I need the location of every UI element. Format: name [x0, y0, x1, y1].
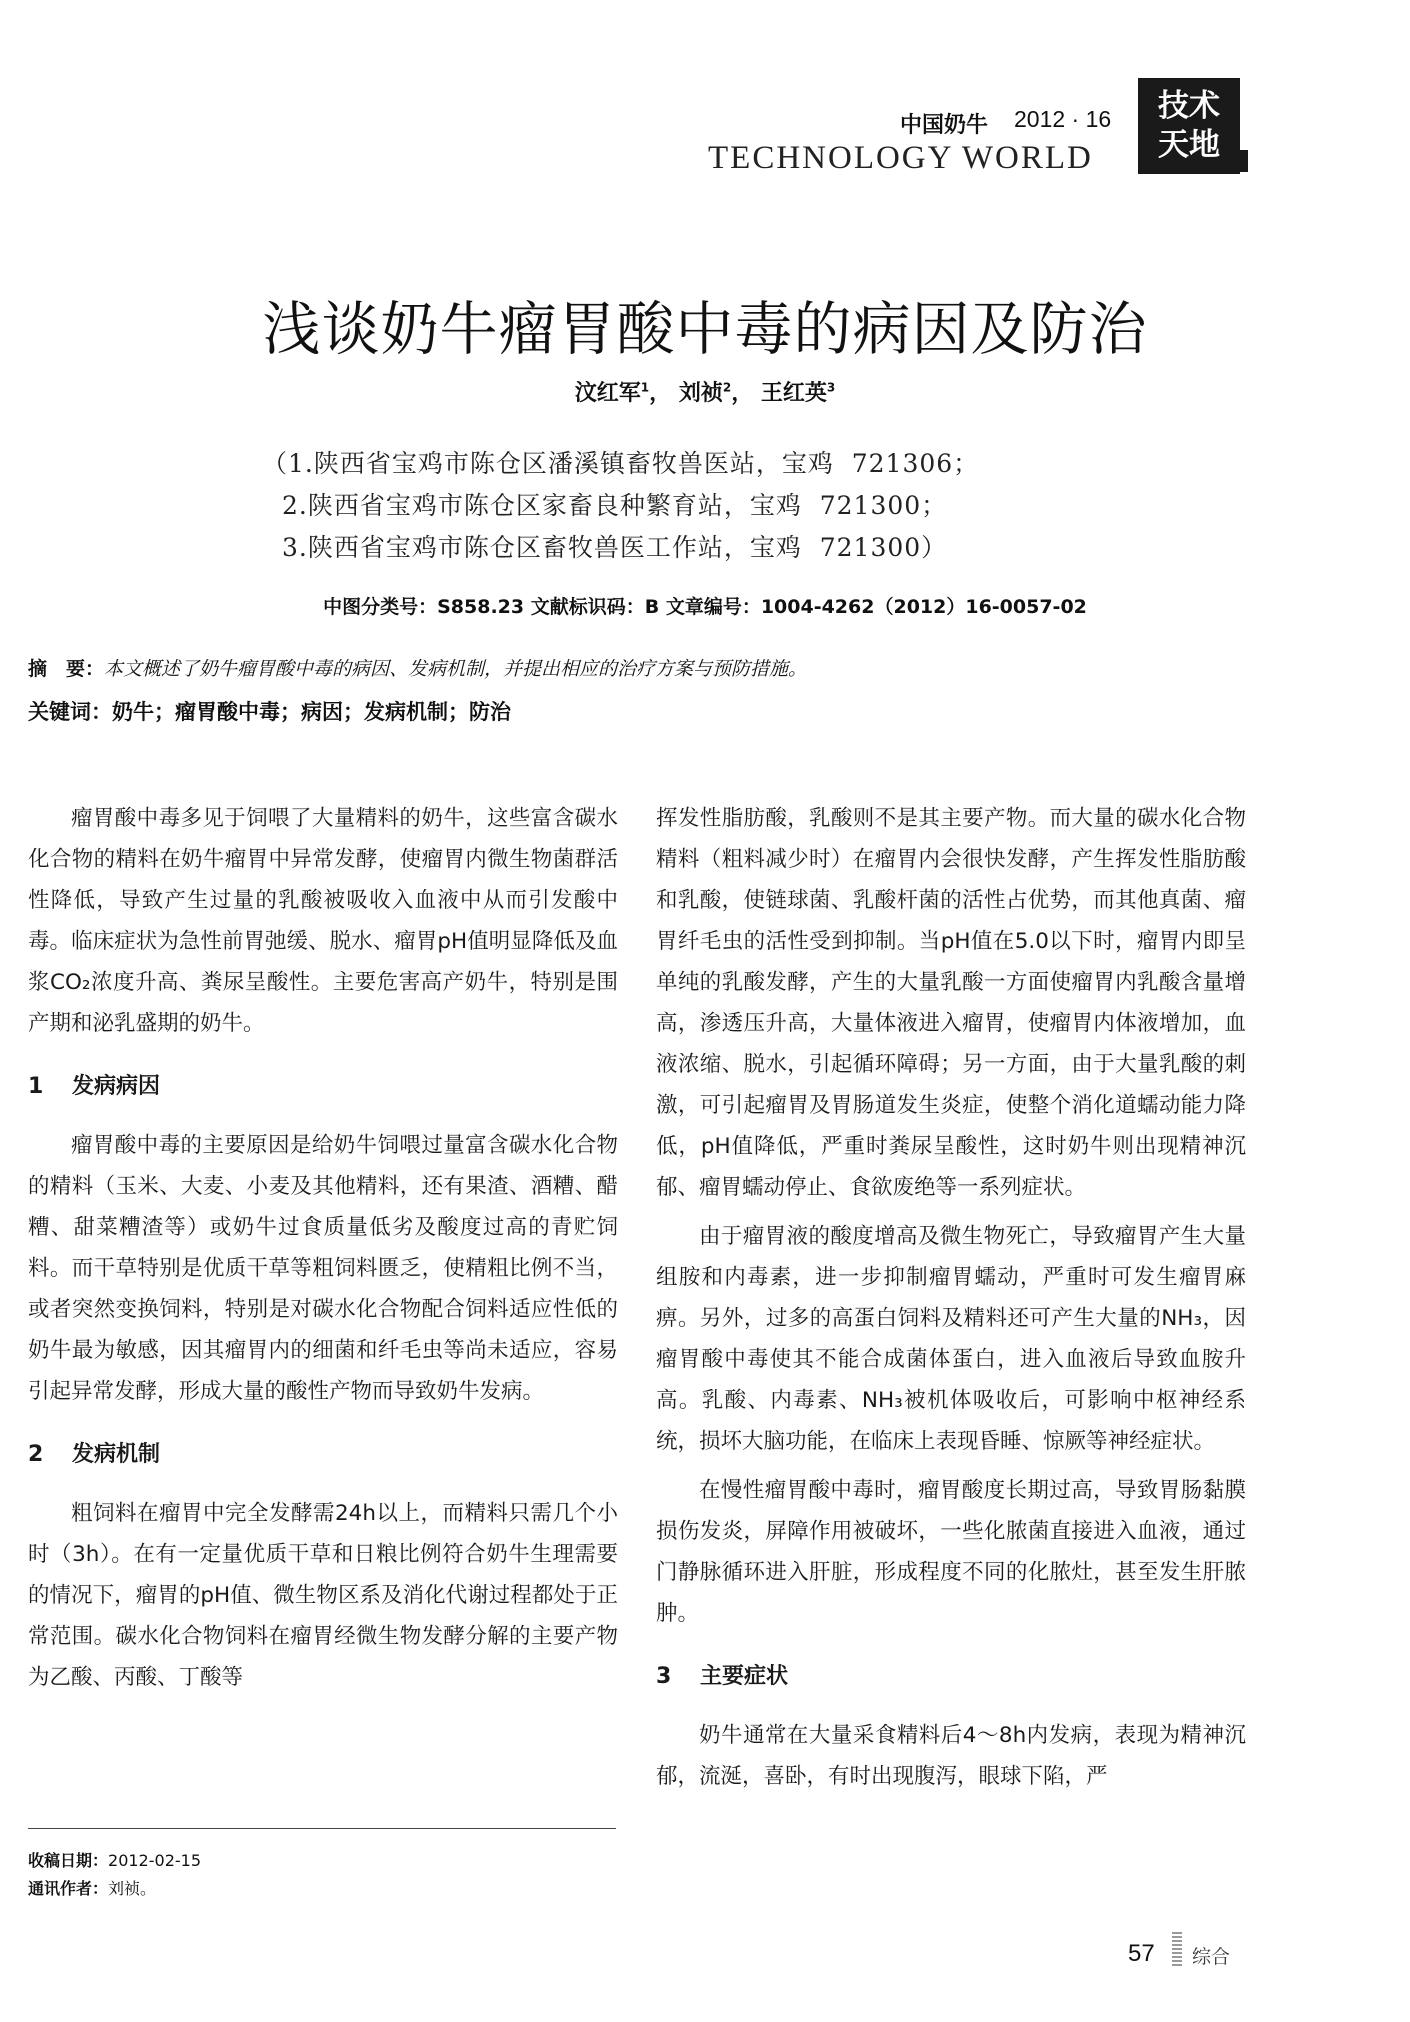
badge-edge-mark — [1240, 150, 1248, 172]
paragraph: 在慢性瘤胃酸中毒时，瘤胃酸度长期过高，导致胃肠黏膜损伤发炎，屏障作用被破坏，一些化脓菌直接进入血液，通过门静脉循环进入肝脏，形成程度不同的化脓灶，甚至发生肝脓肿。 — [656, 1478, 1246, 1626]
section-heading-1 — [28, 1066, 618, 1107]
intro-paragraph: 瘤胃酸中毒多见于饲喂了大量精料的奶牛，这些富含碳水化合物的精料在奶牛瘤胃中异常发酵，使瘤胃内微生物菌群活性降低，导致产生过量的乳酸被吸收入血液中从而引发酸中毒。临床症状为急性前胃弛缓、脱水、瘤胃pH值明显降低及血浆CO₂浓度升高、粪尿呈酸性。主要危害高产奶牛，特别是围产期和泌乳盛期的奶牛。 — [28, 806, 618, 1036]
continued-paragraph: 挥发性脂肪酸，乳酸则不是其主要产物。而大量的碳水化合物精料（粗料减少时）在瘤胃内会很快发酵，产生挥发性脂肪酸和乳酸，使链球菌、乳酸杆菌的活性占优势，而其他真菌、瘤胃纤毛虫的活性受到抑制。当pH值在5.0以下时，瘤胃内即呈单纯的乳酸发酵，产生的大量乳酸一方面使瘤胃内乳酸含量增高，渗透压升高，大量体液进入瘤胃，使瘤胃内体液增加，血液浓缩、脱水，引起循环障碍；另一方面，由于大量乳酸的刺激，可引起瘤胃及胃肠道发生炎症，使整个消化道蠕动能力降低，pH值降低，严重时粪尿呈酸性，这时奶牛则出现精神沉郁、瘤胃蠕动停止、食欲废绝等一系列症状。 — [656, 806, 1246, 1200]
badge-line-1: 技术 — [1158, 88, 1220, 124]
received-date-note — [28, 1848, 201, 1871]
keywords-text: 奶牛；瘤胃酸中毒；病因；发病机制；防治 — [112, 700, 511, 724]
section-english: TECHNOLOGY WORLD — [708, 140, 1093, 176]
keywords-label: 关键词： — [28, 700, 112, 724]
section-title: 发病机制 — [72, 1442, 161, 1467]
year-issue: 2012 · 16 — [1014, 106, 1112, 132]
keywords — [28, 696, 1388, 726]
abstract-label: 摘 要： — [28, 658, 105, 680]
affiliation-3: 3.陕西省宝鸡市陈仓区畜牧兽医工作站，宝鸡 721300） — [282, 533, 948, 562]
received-label: 收稿日期： — [28, 1851, 109, 1870]
author-name: 刘祯 — [678, 381, 723, 406]
right-column — [656, 798, 1246, 1797]
page-separator — [1172, 1932, 1182, 1968]
author-name: 王红英 — [760, 381, 827, 406]
article-title: 浅谈奶牛瘤胃酸中毒的病因及防治 — [262, 295, 1148, 363]
page-section: 综合 — [1192, 1946, 1231, 1968]
section-heading-2 — [28, 1434, 618, 1475]
section-badge — [1138, 78, 1240, 174]
affiliation-1: （1.陕西省宝鸡市陈仓区潘溪镇畜牧兽医站，宝鸡 721306； — [262, 449, 980, 478]
corresponding-name: 刘祯。 — [108, 1879, 157, 1898]
author-list: 汶红军$^1$， 刘祯$^2$， 王红英$^3$ — [574, 380, 836, 406]
received-date: 2012-02-15 — [108, 1851, 201, 1870]
section-title: 发病病因 — [72, 1074, 161, 1099]
left-column — [28, 798, 618, 1698]
section-number: 1 — [28, 1074, 44, 1099]
section-heading-3 — [656, 1656, 1246, 1697]
page-number: 57 — [1128, 1940, 1155, 1967]
section-title: 主要症状 — [700, 1664, 789, 1689]
journal-name: 中国奶牛 — [900, 112, 989, 138]
abstract-text: 本文概述了奶牛瘤胃酸中毒的病因、发病机制，并提出相应的治疗方案与预防措施。 — [104, 658, 808, 680]
author-sup: 2 — [722, 380, 732, 395]
classification-line: 中图分类号：S858.23 文献标识码：B 文章编号：1004-4262（2012）16-0057-02 — [323, 596, 1087, 618]
corresponding-author-note — [28, 1876, 156, 1899]
paragraph: 由于瘤胃液的酸度增高及微生物死亡，导致瘤胃产生大量组胺和内毒素，进一步抑制瘤胃蠕动，严重时可发生瘤胃麻痹。另外，过多的高蛋白饲料及精料还可产生大量的NH₃，因瘤胃酸中毒使其不能合成菌体蛋白，进入血液后导致血胺升高。乳酸、内毒素、NH₃被机体吸收后，可影响中枢神经系统，损坏大脑功能，在临床上表现昏睡、惊厥等神经症状。 — [656, 1224, 1246, 1454]
section-number: 2 — [28, 1442, 44, 1467]
section-1-paragraph: 瘤胃酸中毒的主要原因是给奶牛饲喂过量富含碳水化合物的精料（玉米、大麦、小麦及其他精料，还有果渣、酒糟、醋糟、甜菜糟渣等）或奶牛过食质量低劣及酸度过高的青贮饲料。而干草特别是优质干草等粗饲料匮乏，使精粗比例不当，或者突然变换饲料，特别是对碳水化合物配合饲料适应性低的奶牛最为敏感，因其瘤胃内的细菌和纤毛虫等尚未适应，容易引起异常发酵，形成大量的酸性产物而导致奶牛发病。 — [28, 1133, 618, 1404]
abstract — [28, 654, 1388, 681]
author-name: 汶红军 — [574, 381, 641, 406]
corresponding-label: 通讯作者： — [28, 1879, 109, 1898]
author-sup: 1 — [640, 380, 650, 395]
author-sup: 3 — [826, 380, 836, 395]
section-2-paragraph: 粗饲料在瘤胃中完全发酵需24h以上，而精料只需几个小时（3h）。在有一定量优质干草和日粮比例符合奶牛生理需要的情况下，瘤胃的pH值、微生物区系及消化代谢过程都处于正常范围。碳水化合物饲料在瘤胃经微生物发酵分解的主要产物为乙酸、丙酸、丁酸等 — [28, 1501, 618, 1690]
section-number: 3 — [656, 1664, 672, 1689]
footnote-rule — [28, 1828, 616, 1829]
affiliation-2: 2.陕西省宝鸡市陈仓区家畜良种繁育站，宝鸡 721300； — [282, 491, 948, 520]
badge-line-2: 天地 — [1158, 127, 1220, 163]
section-3-paragraph: 奶牛通常在大量采食精料后4～8h内发病，表现为精神沉郁，流涎，喜卧，有时出现腹泻，眼球下陷，严 — [656, 1723, 1246, 1789]
